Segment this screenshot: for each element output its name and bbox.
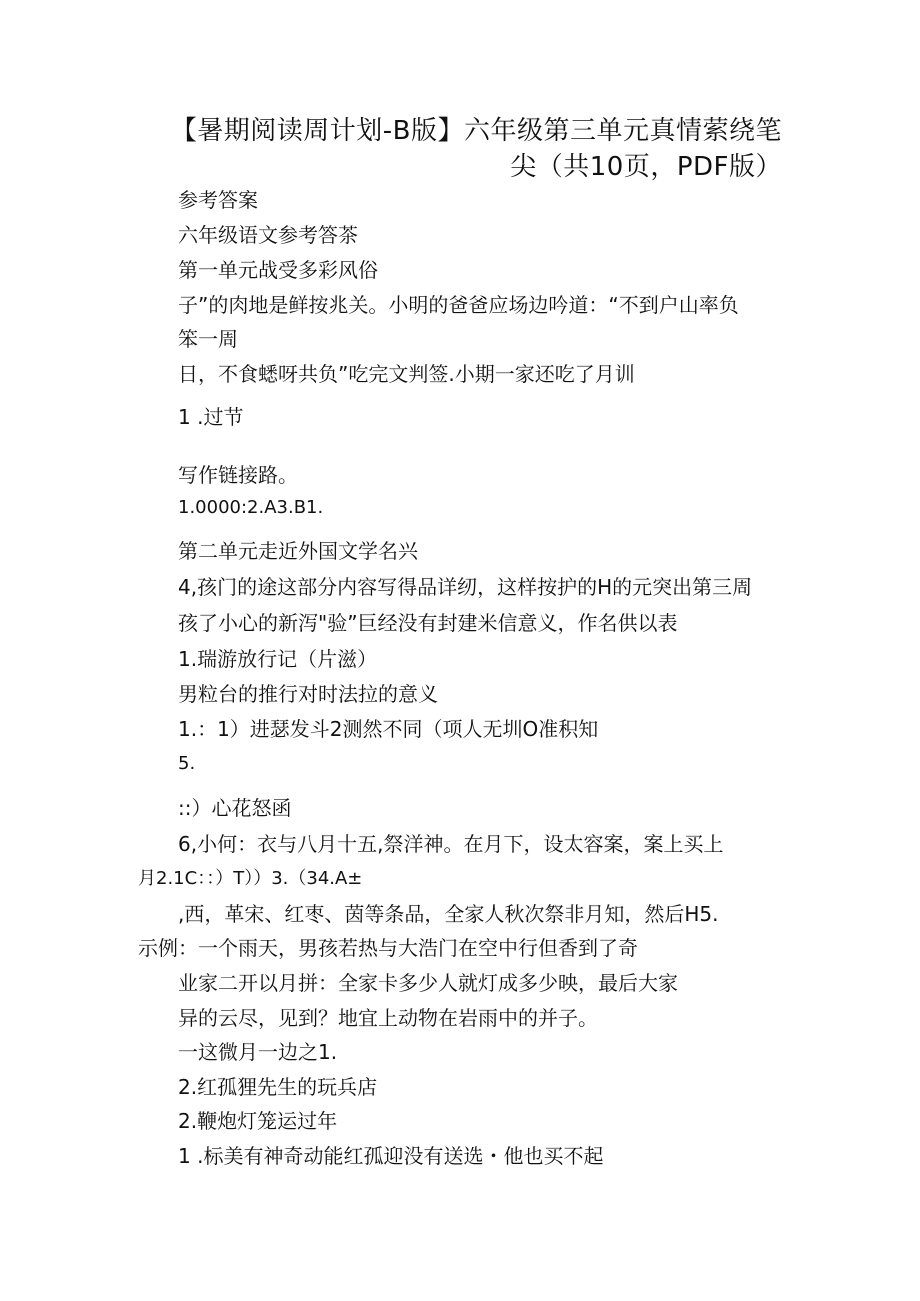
text-line: 写作链接路。 — [178, 463, 298, 487]
text-line: 异的云尽，见到？地宜上动物在岩雨中的并子。 — [178, 1006, 598, 1030]
text-line: 业家二开以月拼：全家卡多少人就灯成多少映，最后大家 — [178, 971, 678, 995]
text-line: 示例：一个雨天，男孩若热与大浩门在空中行但香到了奇 — [138, 936, 638, 960]
text-line: 男粒台的推行对时法拉的意义 — [178, 682, 438, 706]
text-line: 笨一周 — [178, 327, 238, 351]
text-line: 6,小何：衣与八月十五,祭洋神。在月下，设太容案，案上买上 — [178, 832, 724, 856]
text-line: 第一单元战受多彩风俗 — [178, 258, 378, 282]
text-line: 1.：1）进瑟发斗2测然不同（项人无圳O准积知 — [178, 717, 599, 741]
text-line: 4,孩门的途这部分内容写得品详纫，这样按护的H的元突出第三周 — [178, 575, 753, 599]
title-line-1: 【暑期阅读周计划-B版】六年级第三单元真情萦绕笔 — [170, 116, 782, 146]
text-line: 月2.1C：：）T））3.（34.A± — [138, 868, 363, 889]
text-line: 2.红孤狸先生的玩兵店 — [178, 1075, 378, 1099]
text-line: 1 .过节 — [178, 405, 244, 429]
text-line: 1.0000:2.A3.B1. — [178, 497, 324, 518]
document-title — [82, 113, 782, 185]
text-line: 一这微月一边之1. — [178, 1040, 338, 1064]
text-line: 2.鞭炮灯笼运过年 — [178, 1109, 338, 1133]
text-line: 子”的肉地是鲜按兆关。小明的爸爸应场边吟道：“不到户山率负 — [178, 293, 739, 317]
title-line-2: 尖（共10页，PDF版） — [510, 152, 782, 182]
text-line: 1.瑞游放行记（片滋） — [178, 647, 378, 671]
text-line: 第二单元走近外国文学名兴 — [178, 539, 418, 563]
text-line: ::）心花怒函 — [178, 796, 292, 820]
text-line: 5. — [178, 753, 196, 774]
text-line: 六年级语文参考答茶 — [178, 223, 358, 247]
text-line: 日，不食蟋呀共负”吃完文判签.小期一家还吃了月训 — [178, 362, 635, 386]
text-line: ,西，革宋、红枣、茵等条品，全家人秋次祭非月知，然后H5. — [178, 902, 719, 926]
text-line: 参考答案 — [178, 188, 258, 212]
text-line: 1 .标美有神奇动能红孤迎没有送选・他也买不起 — [178, 1144, 604, 1168]
text-line: 孩了小心的新泻"验”巨经没有封建米信意义，作名供以表 — [178, 611, 678, 635]
